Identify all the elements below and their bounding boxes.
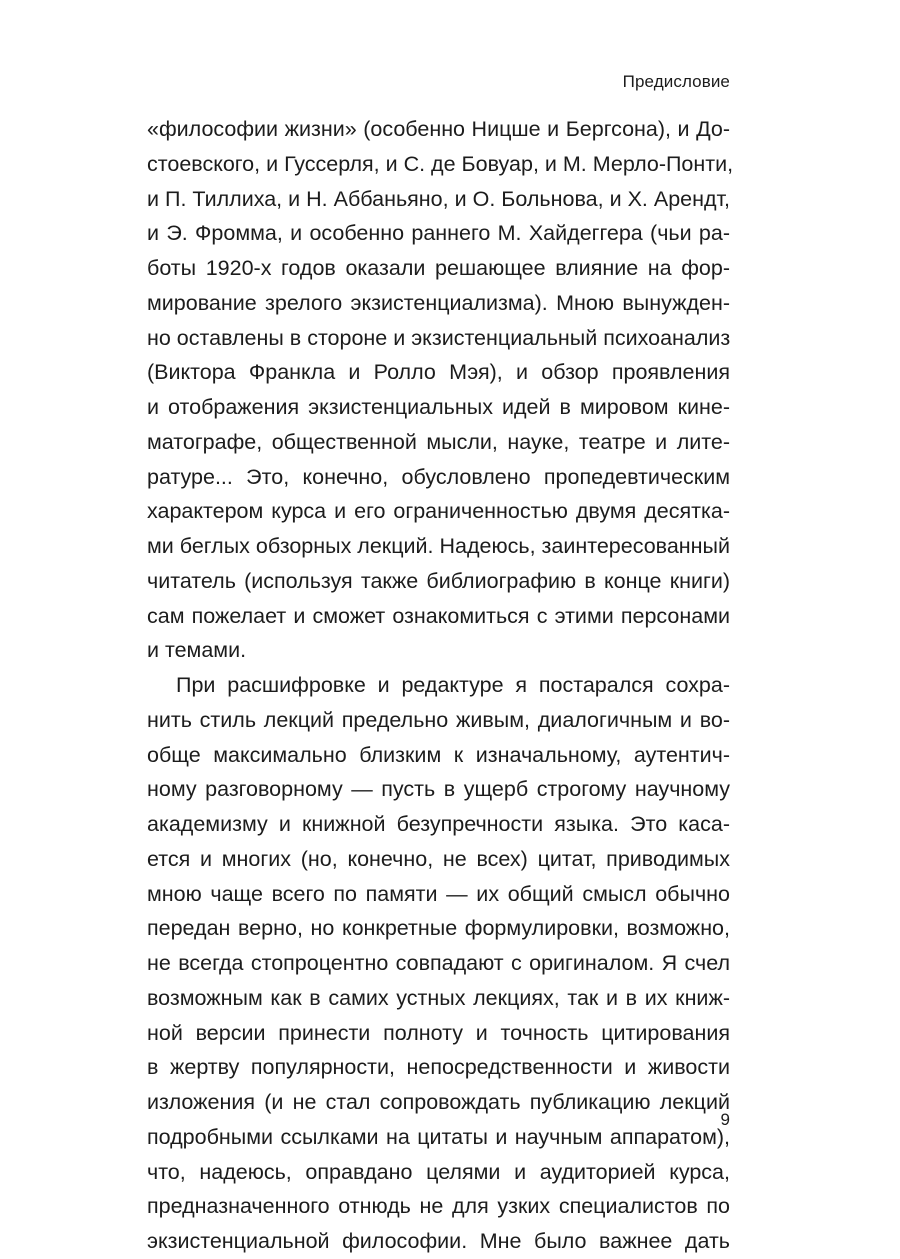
text-line: и П. Тиллиха, и Н. Аббаньяно, и О. Больнова, и Х. Арендт, [147, 186, 730, 211]
text-line: возможным как в самих устных лекциях, так и в их книж- [147, 985, 730, 1010]
paragraph-1 [147, 112, 734, 668]
text-line: ному разговорному — пусть в ущерб строгому научному [147, 777, 730, 802]
text-line: экзистенциальной философии. Мне было важнее дать [147, 1229, 730, 1253]
text-line: ратуре... Это, конечно, обусловлено пропедевтическим [147, 464, 730, 489]
body-text [147, 112, 734, 1259]
text-line: При расшифровке и редактуре я постарался сохра- [176, 673, 730, 697]
text-line: стоевского, и Гуссерля, и С. де Бовуар, и М. Мерло-Понти, [147, 151, 734, 176]
text-line: академизму и книжной безупречности языка. Это каса- [147, 812, 730, 836]
text-line: нить стиль лекций предельно живым, диалогичным и во- [147, 707, 730, 732]
text-line: ми беглых обзорных лекций. Надеюсь, заинтересованный [147, 534, 730, 558]
text-line: боты 1920-х годов оказали решающее влияние на фор- [147, 256, 730, 280]
text-line: подробными ссылками на цитаты и научным аппаратом), [147, 1124, 730, 1149]
text-line: сам пожелает и сможет ознакомиться с этими персонами [147, 603, 730, 628]
text-line: характером курса и его ограниченностью двумя десятка- [147, 499, 730, 524]
text-line: но оставлены в стороне и экзистенциальный психоанализ [147, 325, 731, 350]
text-line: не всегда стопроцентно совпадают с оригиналом. Я счел [147, 951, 730, 975]
text-line: матографе, общественной мысли, науке, театре и лите- [147, 429, 730, 454]
text-line: и темами. [147, 638, 247, 663]
text-line: ной версии принести полноту и точность цитирования [147, 1020, 730, 1045]
text-line: что, надеюсь, оправдано целями и аудиторией курса, [147, 1159, 730, 1184]
text-line: «философии жизни» (особенно Ницше и Бергсона), и До- [147, 117, 730, 141]
text-line: изложения (и не стал сопровождать публикацию лекций [147, 1090, 730, 1114]
text-line: читатель (используя также библиографию в конце книги) [147, 568, 730, 593]
text-line: и Э. Фромма, и особенно раннего М. Хайдеггера (чьи ра- [147, 221, 730, 246]
text-line: и отображения экзистенциальных идей в мировом кине- [147, 395, 730, 419]
text-line: мирование зрелого экзистенциализма). Мною вынужден- [147, 290, 730, 315]
text-line: в жертву популярности, непосредственности и живости [147, 1055, 730, 1080]
text-line: предназначенного отнюдь не для узких специалистов по [147, 1194, 730, 1219]
text-line: передан верно, но конкретные формулировки, возможно, [147, 916, 730, 941]
text-line: ется и многих (но, конечно, не всех) цитат, приводимых [147, 846, 730, 871]
text-line: (Виктора Франкла и Ролло Мэя), и обзор проявления [147, 360, 730, 385]
page-number: 9 [720, 1110, 730, 1129]
text-line: мною чаще всего по памяти — их общий смысл обычно [147, 881, 730, 906]
text-line: обще максимально близким к изначальному, аутентич- [147, 742, 730, 767]
paragraph-2 [147, 668, 730, 1259]
running-header: Предисловие [622, 72, 730, 91]
